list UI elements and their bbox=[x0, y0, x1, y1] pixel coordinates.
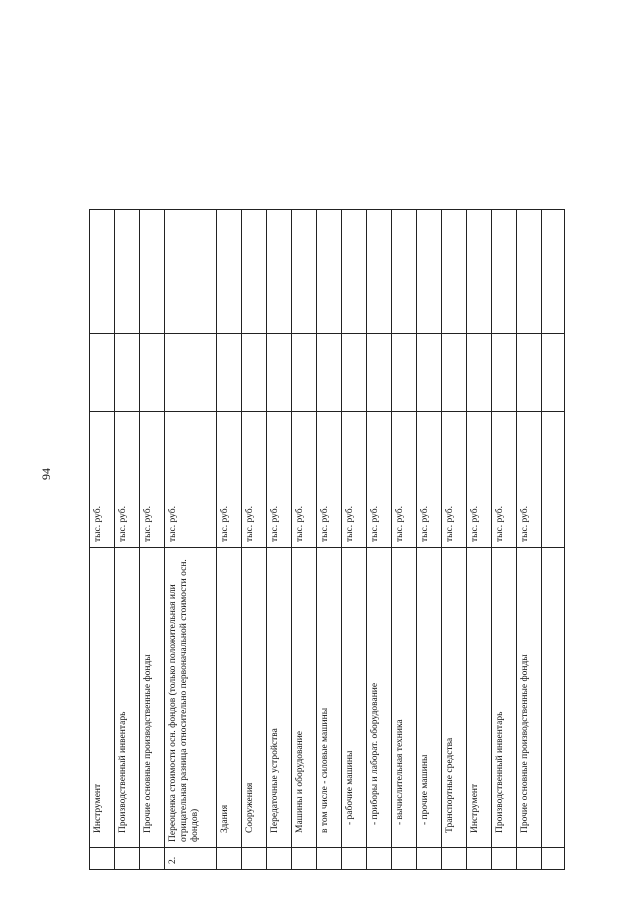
row-name: Инструмент bbox=[467, 548, 492, 848]
row-unit: тыс. руб. bbox=[342, 412, 367, 548]
row-value-1 bbox=[367, 334, 392, 412]
row-number bbox=[292, 848, 317, 870]
row-unit: тыс. руб. bbox=[90, 412, 115, 548]
row-value-1 bbox=[517, 334, 542, 412]
row-name: - приборы и лаборат. оборудование bbox=[367, 548, 392, 848]
row-value-2 bbox=[467, 210, 492, 334]
fixed-assets-table bbox=[89, 209, 565, 870]
row-name: Прочие основные производственные фонды bbox=[517, 548, 542, 848]
row-value-1 bbox=[342, 334, 367, 412]
row-value-1 bbox=[292, 334, 317, 412]
row-value-1 bbox=[467, 334, 492, 412]
row-name: Сооружения bbox=[242, 548, 267, 848]
row-value-1 bbox=[140, 334, 165, 412]
table-row bbox=[442, 210, 467, 870]
row-name: Инструмент bbox=[90, 548, 115, 848]
table-body bbox=[90, 210, 565, 870]
row-value-2 bbox=[165, 210, 217, 334]
row-unit: тыс. руб. bbox=[467, 412, 492, 548]
row-name: Транспортные средства bbox=[442, 548, 467, 848]
row-name: Прочие основные производственные фонды bbox=[140, 548, 165, 848]
row-number bbox=[90, 848, 115, 870]
row-name: Машины и оборудование bbox=[292, 548, 317, 848]
table-row bbox=[217, 210, 242, 870]
row-number bbox=[542, 848, 565, 870]
table-row bbox=[165, 210, 217, 870]
row-value-2 bbox=[242, 210, 267, 334]
row-value-1 bbox=[442, 334, 467, 412]
table-row bbox=[392, 210, 417, 870]
row-value-2 bbox=[267, 210, 292, 334]
row-unit: тыс. руб. bbox=[217, 412, 242, 548]
row-value-1 bbox=[267, 334, 292, 412]
table-row bbox=[317, 210, 342, 870]
row-value-2 bbox=[317, 210, 342, 334]
row-value-2 bbox=[517, 210, 542, 334]
row-number bbox=[242, 848, 267, 870]
row-unit bbox=[542, 412, 565, 548]
row-name: в том числе - силовые машины bbox=[317, 548, 342, 848]
row-name: Производственный инвентарь bbox=[492, 548, 517, 848]
row-value-2 bbox=[292, 210, 317, 334]
table-row bbox=[517, 210, 542, 870]
row-number bbox=[417, 848, 442, 870]
row-name bbox=[542, 548, 565, 848]
row-value-1 bbox=[115, 334, 140, 412]
row-value-1 bbox=[392, 334, 417, 412]
row-value-2 bbox=[542, 210, 565, 334]
table-row bbox=[542, 210, 565, 870]
row-value-1 bbox=[317, 334, 342, 412]
table-row bbox=[90, 210, 115, 870]
row-number bbox=[467, 848, 492, 870]
row-value-1 bbox=[165, 334, 217, 412]
row-unit: тыс. руб. bbox=[492, 412, 517, 548]
table-row bbox=[115, 210, 140, 870]
row-number bbox=[367, 848, 392, 870]
table-row bbox=[367, 210, 392, 870]
row-unit: тыс. руб. bbox=[267, 412, 292, 548]
row-value-2 bbox=[367, 210, 392, 334]
row-number bbox=[517, 848, 542, 870]
row-value-1 bbox=[90, 334, 115, 412]
row-name: Переоценка стоимости осн. фондов (только положительная или отрицательная разница относительно первоначальной стоимости осн. фондов) bbox=[165, 548, 217, 848]
row-unit: тыс. руб. bbox=[115, 412, 140, 548]
row-name: - прочие машины bbox=[417, 548, 442, 848]
row-value-2 bbox=[217, 210, 242, 334]
row-value-2 bbox=[342, 210, 367, 334]
row-number bbox=[392, 848, 417, 870]
table-row bbox=[242, 210, 267, 870]
row-name: - вычислительная техника bbox=[392, 548, 417, 848]
row-number bbox=[342, 848, 367, 870]
row-unit: тыс. руб. bbox=[442, 412, 467, 548]
row-unit: тыс. руб. bbox=[242, 412, 267, 548]
row-value-2 bbox=[90, 210, 115, 334]
row-value-2 bbox=[115, 210, 140, 334]
page-number: 94 bbox=[39, 468, 53, 480]
row-name: Здания bbox=[217, 548, 242, 848]
row-value-1 bbox=[217, 334, 242, 412]
row-value-1 bbox=[417, 334, 442, 412]
row-number bbox=[267, 848, 292, 870]
rotated-table-container bbox=[89, 210, 565, 870]
table-row bbox=[417, 210, 442, 870]
table-row bbox=[492, 210, 517, 870]
row-value-2 bbox=[392, 210, 417, 334]
row-value-2 bbox=[492, 210, 517, 334]
row-number bbox=[217, 848, 242, 870]
row-value-1 bbox=[242, 334, 267, 412]
row-number bbox=[492, 848, 517, 870]
row-unit: тыс. руб. bbox=[392, 412, 417, 548]
table-row bbox=[292, 210, 317, 870]
row-name: - рабочие машины bbox=[342, 548, 367, 848]
row-name: Передаточные устройства bbox=[267, 548, 292, 848]
row-number bbox=[140, 848, 165, 870]
row-number bbox=[317, 848, 342, 870]
row-unit: тыс. руб. bbox=[140, 412, 165, 548]
row-name: Производственный инвентарь bbox=[115, 548, 140, 848]
row-unit: тыс. руб. bbox=[367, 412, 392, 548]
row-unit: тыс. руб. bbox=[317, 412, 342, 548]
table-row bbox=[467, 210, 492, 870]
row-unit: тыс. руб. bbox=[417, 412, 442, 548]
row-unit: тыс. руб. bbox=[517, 412, 542, 548]
table-row bbox=[342, 210, 367, 870]
row-value-2 bbox=[442, 210, 467, 334]
row-value-2 bbox=[417, 210, 442, 334]
row-unit: тыс. руб. bbox=[292, 412, 317, 548]
row-unit: тыс. руб. bbox=[165, 412, 217, 548]
row-value-2 bbox=[140, 210, 165, 334]
table-row bbox=[267, 210, 292, 870]
row-number: 2. bbox=[165, 848, 217, 870]
table-row bbox=[140, 210, 165, 870]
row-number bbox=[442, 848, 467, 870]
row-value-1 bbox=[542, 334, 565, 412]
row-value-1 bbox=[492, 334, 517, 412]
row-number bbox=[115, 848, 140, 870]
